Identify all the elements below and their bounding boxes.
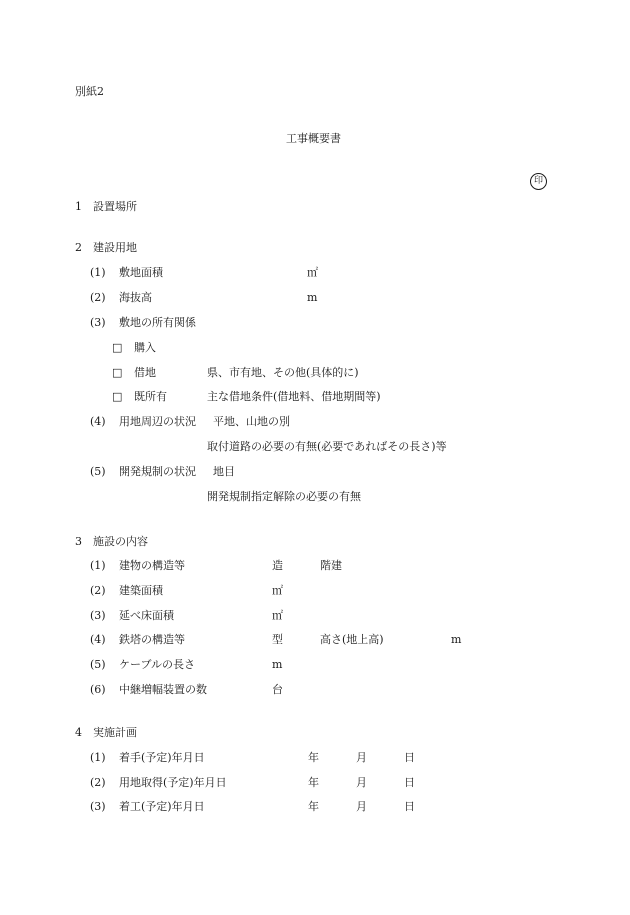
- item-label: 海抜高: [119, 291, 152, 304]
- year-unit: 年: [308, 800, 319, 813]
- item-number: (1): [90, 266, 106, 279]
- item-label: ケーブルの長さ: [119, 658, 196, 671]
- item-unit: ㎡: [272, 609, 283, 622]
- day-unit: 日: [404, 776, 415, 789]
- option-note: 主な借地条件(借地料、借地期間等): [207, 390, 381, 403]
- item-label: 建物の構造等: [119, 559, 185, 572]
- item-number: (6): [90, 683, 106, 696]
- item-unit: ㎡: [272, 584, 283, 597]
- month-unit: 月: [356, 751, 367, 764]
- item-unit: 型: [272, 633, 283, 646]
- item-label: 開発規制の状況: [119, 465, 196, 478]
- item-number: (3): [90, 609, 106, 622]
- item-label: 建築面積: [119, 584, 163, 597]
- item-label: 着工(予定)年月日: [119, 800, 205, 813]
- item-note: 取付道路の必要の有無(必要であればその長さ)等: [207, 440, 447, 453]
- option-label: 購入: [134, 341, 156, 354]
- section1-heading: 1 設置場所: [75, 200, 137, 213]
- item-number: (2): [90, 291, 106, 304]
- item-unit: 階建: [320, 559, 342, 572]
- item-height-unit: m: [451, 633, 462, 646]
- section4-heading: 4 実施計画: [75, 726, 137, 739]
- item-label: 敷地の所有関係: [119, 316, 196, 329]
- day-unit: 日: [404, 751, 415, 764]
- item-note: 開発規制指定解除の必要の有無: [207, 490, 361, 503]
- month-unit: 月: [356, 800, 367, 813]
- item-unit: 造: [272, 559, 283, 572]
- item-number: (2): [90, 776, 106, 789]
- day-unit: 日: [404, 800, 415, 813]
- item-note: 地目: [213, 465, 235, 478]
- item-label: 鉄塔の構造等: [119, 633, 185, 646]
- item-label: 用地取得(予定)年月日: [119, 776, 227, 789]
- item-number: (1): [90, 751, 106, 764]
- item-unit: m: [272, 658, 283, 671]
- year-unit: 年: [308, 751, 319, 764]
- item-unit: 台: [272, 683, 283, 696]
- item-height-label: 高さ(地上高): [320, 633, 384, 646]
- item-unit: ㎡: [307, 266, 318, 279]
- item-number: (5): [90, 658, 106, 671]
- checkbox[interactable]: □: [112, 366, 123, 379]
- item-number: (1): [90, 559, 106, 572]
- checkbox[interactable]: □: [112, 341, 123, 354]
- item-number: (5): [90, 465, 106, 478]
- item-label: 用地周辺の状況: [119, 415, 196, 428]
- item-label: 延べ床面積: [119, 609, 174, 622]
- item-number: (3): [90, 800, 106, 813]
- item-number: (2): [90, 584, 106, 597]
- item-number: (4): [90, 415, 106, 428]
- month-unit: 月: [356, 776, 367, 789]
- item-label: 着手(予定)年月日: [119, 751, 205, 764]
- item-number: (3): [90, 316, 106, 329]
- attachment-label: 別紙2: [75, 85, 104, 98]
- section2-heading: 2 建設用地: [75, 241, 137, 254]
- seal-mark: 印: [530, 173, 547, 190]
- checkbox[interactable]: □: [112, 390, 123, 403]
- item-note: 平地、山地の別: [213, 415, 290, 428]
- option-label: 既所有: [134, 390, 167, 403]
- option-note: 県、市有地、その他(具体的に): [207, 366, 359, 379]
- page-title: 工事概要書: [286, 132, 341, 145]
- year-unit: 年: [308, 776, 319, 789]
- option-label: 借地: [134, 366, 156, 379]
- item-label: 中継増幅装置の数: [119, 683, 207, 696]
- item-label: 敷地面積: [119, 266, 163, 279]
- item-unit: m: [307, 291, 318, 304]
- item-number: (4): [90, 633, 106, 646]
- section3-heading: 3 施設の内容: [75, 535, 148, 548]
